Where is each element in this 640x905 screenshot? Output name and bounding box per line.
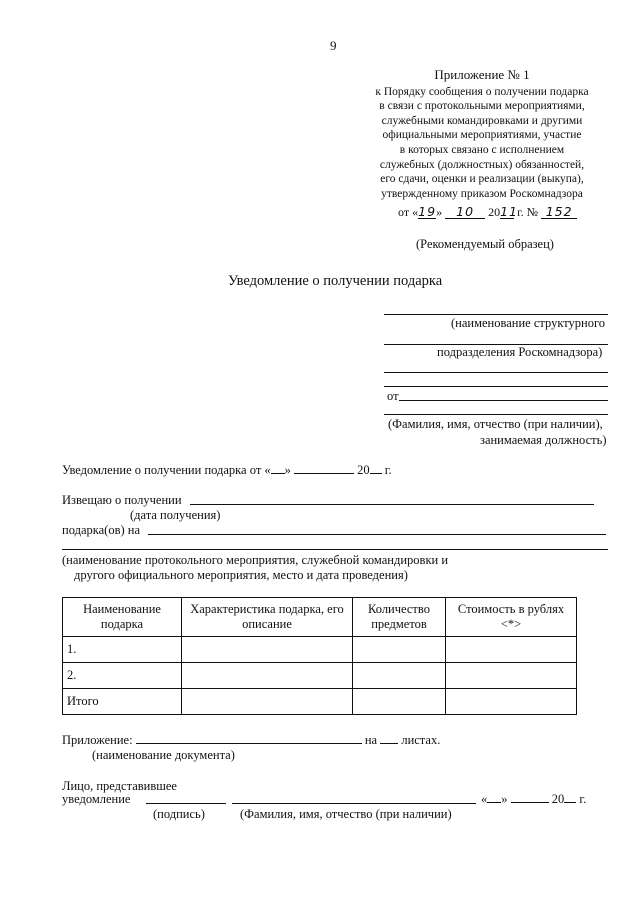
appendix-line: служебных (должностных) обязанностей, — [379, 158, 585, 171]
attachment-sheets-blank[interactable] — [380, 733, 398, 744]
col-header-quantity: Количество предметов — [353, 598, 446, 637]
attachment-sheets: листах. — [401, 733, 441, 747]
event-line-1[interactable] — [148, 534, 606, 535]
table-cell[interactable] — [353, 637, 446, 663]
receipt-date-line[interactable] — [190, 504, 594, 505]
col-header-name: Наименование подарка — [63, 598, 182, 637]
table-cell[interactable] — [446, 663, 577, 689]
submit-day-blank[interactable] — [487, 792, 501, 803]
submitter-label-2: уведомление — [62, 792, 131, 806]
order-quote: » — [436, 205, 443, 219]
appendix-line: в связи с протокольными мероприятиями, — [379, 100, 585, 113]
appendix-line: утвержденному приказом Роскомнадзора — [381, 187, 583, 200]
appendix-line: в которых связано с исполнением — [399, 143, 565, 156]
from-line[interactable] — [399, 400, 608, 401]
gift-label: подарка(ов) на — [62, 523, 141, 537]
submit-year-blank[interactable] — [564, 792, 576, 803]
appendix-block — [360, 68, 604, 201]
table-row — [63, 663, 577, 689]
order-month: 10 — [445, 205, 485, 219]
attachment-doc-blank[interactable] — [136, 733, 362, 744]
recommended-sample: (Рекомендуемый образец) — [416, 237, 554, 251]
appendix-title: Приложение № 1 — [434, 67, 530, 82]
order-number-label: г. № — [517, 205, 539, 219]
notice-date-quote: » — [284, 463, 291, 477]
notice-date-year: 20 — [357, 463, 370, 477]
row-label: 2. — [63, 663, 182, 689]
submit-g: г. — [579, 792, 587, 806]
full-name-line[interactable] — [232, 803, 476, 804]
signature-line[interactable] — [146, 803, 226, 804]
receipt-date-caption: (дата получения) — [130, 508, 221, 522]
full-name-caption: (Фамилия, имя, отчество (при наличии) — [240, 807, 452, 821]
order-prefix: от « — [398, 205, 419, 219]
notice-month-blank[interactable] — [294, 463, 354, 474]
event-caption-1: (наименование протокольного мероприятия, служебной командировки и — [62, 553, 449, 567]
row-label: Итого — [63, 689, 182, 715]
table-cell[interactable] — [182, 663, 353, 689]
attachment-caption: (наименование документа) — [92, 748, 235, 762]
unit-name-line[interactable] — [384, 314, 608, 315]
signature-caption: (подпись) — [153, 807, 205, 821]
submit-quote-close: » — [501, 792, 508, 806]
appendix-line: служебными командировками и другими — [381, 114, 583, 127]
submit-date — [481, 792, 586, 807]
event-caption-2: другого официального мероприятия, место и дата проведения) — [74, 568, 408, 582]
from-label: от — [387, 389, 399, 403]
table-row — [63, 637, 577, 663]
person-line-2[interactable] — [384, 386, 608, 387]
notice-date-g: г. — [384, 463, 392, 477]
notice-date-text: Уведомление о получении подарка от « — [62, 463, 271, 477]
appendix-line: официальными мероприятиями, участие — [382, 129, 582, 142]
appendix-line: его сдачи, оценки и реализации (выкупа), — [380, 173, 584, 186]
person-caption-1: (Фамилия, имя, отчество (при наличии), — [388, 417, 603, 431]
table-row — [63, 689, 577, 715]
table-cell[interactable] — [353, 663, 446, 689]
document-title: Уведомление о получении подарка — [228, 273, 443, 289]
submit-quote-open: « — [481, 792, 488, 806]
attachment-on: на — [364, 733, 378, 747]
submit-month-blank[interactable] — [511, 792, 549, 803]
attachment-label: Приложение: — [62, 733, 133, 747]
order-reference — [398, 205, 577, 220]
person-line-1[interactable] — [384, 372, 608, 373]
order-day: 19 — [418, 204, 437, 219]
notice-date-line — [62, 463, 392, 478]
inform-label: Извещаю о получении — [62, 493, 182, 507]
col-header-description: Характеристика подарка, его описание — [182, 598, 353, 637]
attachment-line — [62, 733, 440, 748]
table-cell[interactable] — [182, 637, 353, 663]
table-cell[interactable] — [182, 689, 353, 715]
col-header-cost: Стоимость в рублях <*> — [446, 598, 577, 637]
submit-year: 20 — [551, 792, 565, 806]
appendix-line: к Порядку сообщения о получении подарка — [375, 85, 589, 98]
person-caption-2: занимаемая должность) — [480, 433, 607, 447]
table-cell[interactable] — [353, 689, 446, 715]
event-line-2[interactable] — [62, 549, 608, 550]
table-cell[interactable] — [446, 637, 577, 663]
gifts-table — [62, 597, 577, 715]
order-century: 20 — [488, 205, 501, 219]
notice-year-blank[interactable] — [370, 463, 382, 474]
notice-day-blank[interactable] — [271, 463, 285, 474]
unit-caption-1: (наименование структурного — [451, 316, 606, 330]
order-year: 11 — [500, 204, 518, 219]
page-number: 9 — [330, 38, 337, 53]
submitter-label-1: Лицо, представившее — [62, 779, 177, 793]
order-number: 152 — [541, 205, 577, 219]
person-line-3[interactable] — [384, 414, 608, 415]
table-cell[interactable] — [446, 689, 577, 715]
row-label: 1. — [63, 637, 182, 663]
table-header-row — [63, 598, 577, 637]
unit-caption-2: подразделения Роскомнадзора) — [437, 345, 603, 359]
